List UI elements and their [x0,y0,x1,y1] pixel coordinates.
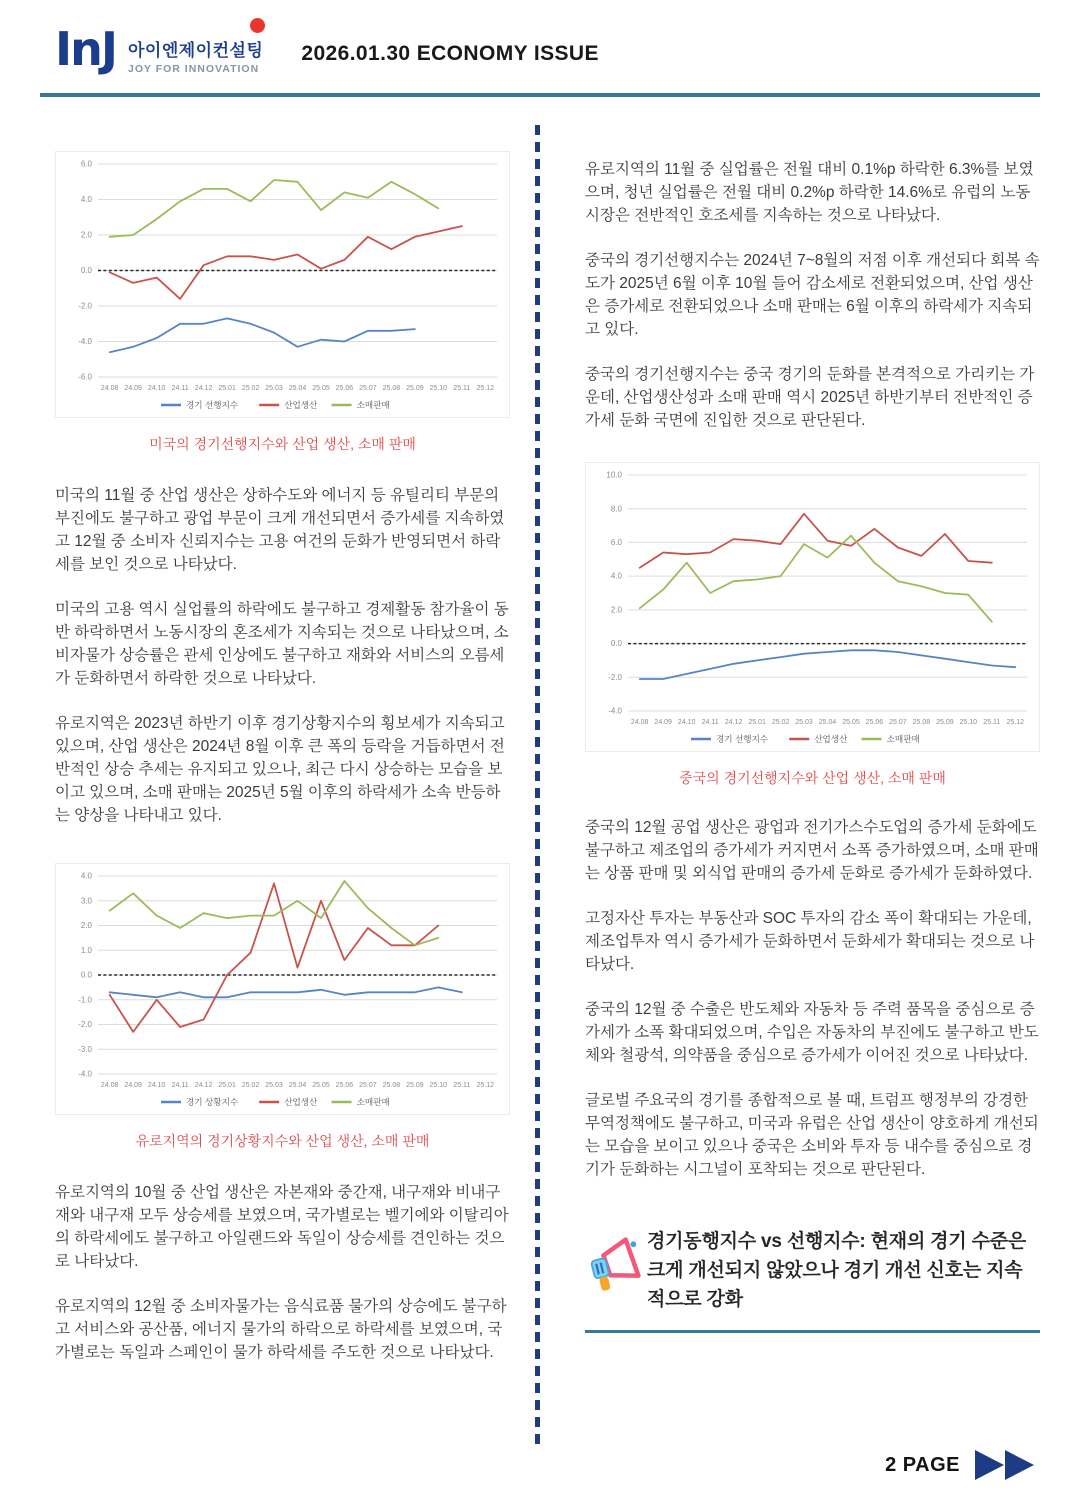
svg-text:25.06: 25.06 [335,385,354,392]
megaphone-icon [585,1227,647,1298]
svg-text:6.0: 6.0 [610,538,622,547]
chart-eurozone [55,863,510,1115]
left-column [55,125,510,1364]
header-rule [40,93,1040,97]
svg-text:산업생산: 산업생산 [814,734,848,744]
paragraph: 중국의 12월 중 수출은 반도체와 자동차 등 주력 품목을 중심으로 증가세가 소폭 확대되었으며, 수입은 자동차의 부진에도 불구하고 반도체와 철광석, 의약품을 중심으로 증가세가 이어진 것으로 나타났다. [585,1001,1039,1064]
svg-text:25.06: 25.06 [335,1082,354,1089]
svg-text:25.05: 25.05 [312,1082,330,1089]
svg-text:25.04: 25.04 [288,1082,307,1089]
svg-text:25.10: 25.10 [959,719,978,726]
svg-text:24.11: 24.11 [701,719,719,726]
right-column [585,140,1040,1333]
svg-text:소매판매: 소매판매 [356,1097,390,1107]
svg-text:24.10: 24.10 [147,385,166,392]
svg-text:2.0: 2.0 [80,921,92,931]
us-line-chart [56,152,509,417]
paragraph: 중국의 경기선행지수는 중국 경기의 둔화를 본격적으로 가리키는 가운데, 산업생산성과 소매 판매 역시 2025년 하반기부터 전반적인 증가세 둔화 국면에 진입한 것으로 판단된다. [585,366,1035,429]
svg-text:-2.0: -2.0 [608,672,622,682]
svg-text:4.0: 4.0 [610,571,622,581]
svg-text:25.07: 25.07 [889,719,907,726]
svg-text:-2.0: -2.0 [78,1020,92,1030]
svg-text:-4.0: -4.0 [78,337,92,347]
paragraph: 유로지역은 2023년 하반기 이후 경기상황지수의 횡보세가 지속되고 있으며, 산업 생산은 2024년 8월 이후 큰 폭의 등락을 거듭하면서 전반적인 상승 추세는 유지되고 있으나, 최근 다시 상승하는 모습을 보이고 있으며, 소매 판매는 2025년 5월 이후의 하락세가 소속 반등하는 양상을 나타내고 있다. [55,715,505,824]
paragraph: 유로지역의 11월 중 실업률은 전월 대비 0.1%p 하락한 6.3%를 보였으며, 청년 실업률은 전월 대비 0.2%p 하락한 14.6%로 유럽의 노동시장은 전반적인 호조세를 지속하는 것으로 나타났다. [585,161,1034,224]
svg-text:24.10: 24.10 [677,719,696,726]
highlight-callout [585,1227,1040,1314]
svg-text:-4.0: -4.0 [608,706,622,716]
svg-text:25.04: 25.04 [818,719,837,726]
svg-text:25.01: 25.01 [748,719,766,726]
svg-text:25.11: 25.11 [983,719,1001,726]
logo-red-dot-icon [250,18,265,33]
svg-text:25.08: 25.08 [382,1082,401,1089]
svg-text:25.09: 25.09 [936,719,954,726]
svg-text:2.0: 2.0 [80,230,92,240]
paragraph: 유로지역의 10월 중 산업 생산은 자본재와 중간재, 내구재와 비내구재와 내구재 모두 상승세를 보였으며, 국가별로는 벨기에와 이탈리아의 하락세에도 불구하고 아일랜드와 독일이 상승세를 견인하는 것으로 나타났다. [55,1184,509,1270]
svg-text:24.08: 24.08 [100,1082,119,1089]
svg-text:-4.0: -4.0 [78,1069,92,1079]
svg-text:25.12: 25.12 [1006,719,1025,726]
svg-text:24.08: 24.08 [630,719,649,726]
paragraph: 고정자산 투자는 부동산과 SOC 투자의 감소 폭이 확대되는 가운데, 제조업투자 역시 증가세가 둔화하면서 둔화세가 확대되는 것으로 나타났다. [585,910,1035,973]
svg-text:25.03: 25.03 [265,385,283,392]
svg-text:소매판매: 소매판매 [886,734,920,744]
svg-text:25.12: 25.12 [476,1082,495,1089]
svg-text:25.04: 25.04 [288,385,307,392]
callout-rule [585,1330,1040,1333]
paragraph: 글로벌 주요국의 경기를 종합적으로 볼 때, 트럼프 행정부의 강경한 무역정책에도 불구하고, 미국과 유럽은 산업 생산이 양호하게 개선되는 모습을 보이고 있으나 중국은 소비와 투자 등 내수를 중심으로 경기가 둔화하는 시그널이 포착되는 것으로 판단된다. [585,1092,1039,1178]
svg-text:경기 선행지수: 경기 선행지수 [716,734,769,744]
chart-china [585,462,1040,752]
page-number-label: 2 PAGE [885,1453,960,1476]
svg-text:산업생산: 산업생산 [284,400,318,410]
svg-text:25.01: 25.01 [218,1082,236,1089]
svg-text:10.0: 10.0 [606,470,622,480]
svg-text:3.0: 3.0 [80,896,92,906]
svg-text:경기 상황지수: 경기 상황지수 [186,1097,239,1107]
svg-text:24.12: 24.12 [194,385,213,392]
svg-text:25.06: 25.06 [865,719,884,726]
svg-text:24.12: 24.12 [194,1082,213,1089]
svg-text:-2.0: -2.0 [78,301,92,311]
svg-text:25.01: 25.01 [218,385,236,392]
svg-text:25.07: 25.07 [359,1082,377,1089]
chart-caption-eurozone: 유로지역의 경기상황지수와 산업 생산, 소매 판매 [135,1133,430,1149]
svg-text:24.10: 24.10 [147,1082,166,1089]
svg-text:25.12: 25.12 [476,385,495,392]
svg-text:25.11: 25.11 [453,1082,471,1089]
logo-monogram: InJ [55,22,116,76]
company-slogan: JOY FOR INNOVATION [127,63,260,75]
double-right-arrow-icon[interactable] [974,1448,1038,1482]
svg-text:25.05: 25.05 [842,719,860,726]
svg-text:24.12: 24.12 [724,719,743,726]
paragraph: 미국의 11월 중 산업 생산은 상하수도와 에너지 등 유틸리티 부문의 부진에도 불구하고 광업 부문이 크게 개선되면서 증가세를 지속하였고 12월 중 소비자 신뢰지수는 고용 여건의 둔화가 반영되면서 하락세를 보인 것으로 나타났다. [55,487,505,573]
callout-text: 경기동행지수 vs 선행지수: 현재의 경기 수준은 크게 개선되지 않았으나 경기 개선 신호는 지속적으로 강화 [647,1231,1027,1310]
svg-text:-6.0: -6.0 [78,372,92,382]
svg-text:25.09: 25.09 [406,385,424,392]
svg-text:25.02: 25.02 [241,385,260,392]
svg-text:24.09: 24.09 [124,1082,142,1089]
chart-caption-us: 미국의 경기선행지수와 산업 생산, 소매 판매 [149,436,416,452]
column-divider [535,125,540,1450]
svg-text:4.0: 4.0 [80,195,92,205]
company-name: 아이엔제이컨설팅 [127,41,264,60]
svg-text:2.0: 2.0 [610,605,622,615]
svg-text:0.0: 0.0 [80,970,92,980]
svg-text:25.03: 25.03 [265,1082,283,1089]
svg-text:24.11: 24.11 [171,385,189,392]
svg-text:25.11: 25.11 [453,385,471,392]
svg-text:24.09: 24.09 [124,385,142,392]
svg-text:25.10: 25.10 [429,1082,448,1089]
svg-text:24.09: 24.09 [654,719,672,726]
paragraph: 미국의 고용 역시 실업률의 하락에도 불구하고 경제활동 참가율이 동반 하락하면서 노동시장의 혼조세가 지속되는 것으로 나타났으며, 소비자물가 상승률은 관세 인상에도 불구하고 재화와 서비스의 오름세가 둔화하면서 하락한 것으로 나타났다. [55,601,509,687]
svg-text:25.10: 25.10 [429,385,448,392]
svg-text:8.0: 8.0 [610,504,622,514]
svg-text:4.0: 4.0 [80,871,92,881]
svg-text:25.09: 25.09 [406,1082,424,1089]
svg-text:-1.0: -1.0 [78,995,92,1005]
svg-text:산업생산: 산업생산 [284,1097,318,1107]
svg-text:25.02: 25.02 [771,719,790,726]
svg-text:24.11: 24.11 [171,1082,189,1089]
svg-text:소매판매: 소매판매 [356,400,390,410]
svg-text:25.08: 25.08 [382,385,401,392]
header [55,22,599,76]
issue-title: 2026.01.30 ECONOMY ISSUE [301,41,599,65]
svg-text:0.0: 0.0 [610,639,622,649]
paragraph: 중국의 경기선행지수는 2024년 7~8월의 저점 이후 개선되다 회복 속도가 2025년 6월 이후 10월 들어 감소세로 전환되었으며, 산업 생산은 증가세로 전환되었으나 소매 판매는 6월 이후의 하락세가 지속되고 있다. [585,252,1040,338]
svg-text:경기 선행지수: 경기 선행지수 [186,400,239,410]
footer [885,1448,1038,1482]
svg-text:25.07: 25.07 [359,385,377,392]
chart-caption-china: 중국의 경기선행지수와 산업 생산, 소매 판매 [679,770,946,786]
chart-us [55,151,510,418]
svg-text:25.08: 25.08 [912,719,931,726]
china-line-chart [586,463,1039,751]
svg-text:6.0: 6.0 [80,159,92,169]
svg-text:0.0: 0.0 [80,266,92,276]
paragraph: 중국의 12월 공업 생산은 광업과 전기가스수도업의 증가세 둔화에도 불구하고 제조업의 증가세가 커지면서 소폭 증가하였으며, 소매 판매는 상품 판매 및 외식업 판매의 증가세 둔화로 증가세가 둔화하였다. [585,819,1039,882]
svg-text:25.03: 25.03 [795,719,813,726]
svg-text:1.0: 1.0 [80,945,92,955]
company-logo [55,22,264,76]
svg-text:25.05: 25.05 [312,385,330,392]
svg-text:24.08: 24.08 [100,385,119,392]
svg-text:-3.0: -3.0 [78,1044,92,1054]
paragraph: 유로지역의 12월 중 소비자물가는 음식료품 물가의 상승에도 불구하고 서비스와 공산품, 에너지 물가의 하락으로 하락세를 보였으며, 국가별로는 독일과 스페인이 물가 하락세를 주도한 것으로 나타났다. [55,1298,507,1361]
eurozone-line-chart [56,864,509,1114]
svg-text:25.02: 25.02 [241,1082,260,1089]
